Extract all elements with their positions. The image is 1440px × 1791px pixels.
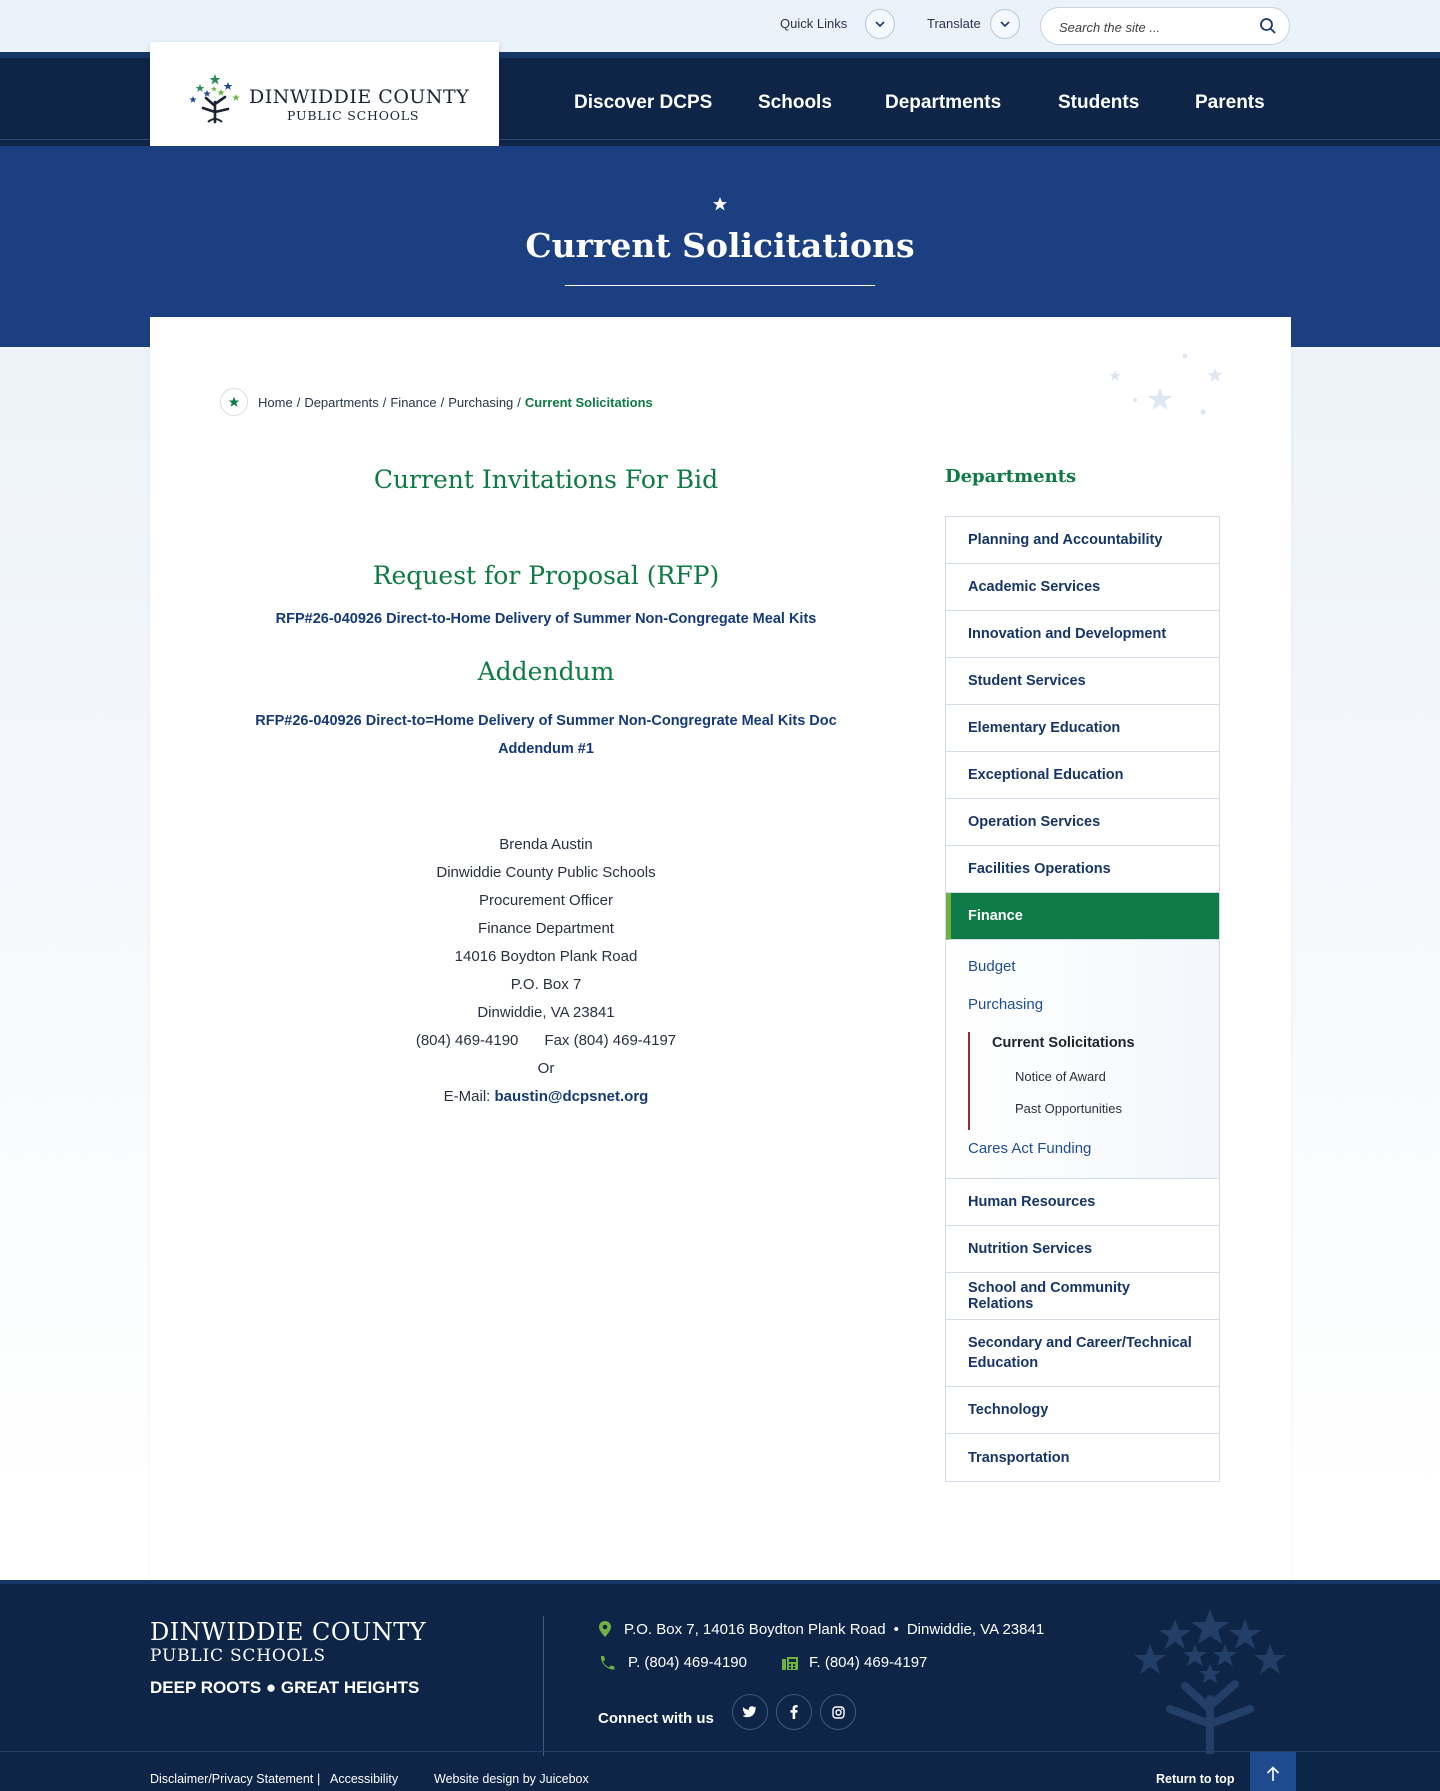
return-to-top-button[interactable] (1250, 1752, 1296, 1791)
breadcrumb-departments[interactable]: Departments (304, 394, 379, 410)
breadcrumb-current: Current Solicitations (524, 394, 653, 410)
contact-city: Dinwiddie, VA 23841 (477, 1004, 615, 1021)
translate-label[interactable]: Translate (927, 16, 981, 31)
footer-logo-line2: PUBLIC SCHOOLS (150, 1646, 326, 1666)
breadcrumb-separator: / (517, 394, 521, 410)
search-box (1040, 7, 1290, 45)
contact-phone: (804) 469-4190 (415, 1032, 519, 1049)
sidebar-item-innovation[interactable]: Innovation and Development (946, 611, 1219, 658)
footer-city: Dinwiddie, VA 23841 (906, 1620, 1045, 1638)
rfp-document-link[interactable]: RFP#26-040926 Direct-to-Home Delivery of Summer Non-Congregate Meal Kits (275, 611, 817, 627)
sidebar-item-transportation[interactable]: Transportation (968, 1449, 1070, 1466)
map-pin-icon (598, 1620, 612, 1638)
sidebar-item-finance[interactable]: Finance (946, 893, 1219, 940)
contact-org: Dinwiddie County Public Schools (436, 864, 656, 881)
tree-logo-icon (188, 72, 242, 124)
sidebar-item-academic[interactable]: Academic Services (946, 564, 1219, 611)
footer-link-separator: | (317, 1772, 321, 1786)
submenu-current-solicitations[interactable]: Current Solicitations (992, 1035, 1135, 1051)
contact-po-box: P.O. Box 7 (510, 976, 582, 993)
sidebar-item-community-relations[interactable]: School and Community Relations (946, 1273, 1219, 1320)
site-footer (0, 1580, 1440, 1791)
nav-students[interactable]: Students (1058, 92, 1140, 113)
title-underline (565, 285, 875, 286)
submenu-budget[interactable]: Budget (968, 958, 1016, 975)
sidebar-item-exceptional[interactable]: Exceptional Education (946, 752, 1219, 799)
footer-phone-row (598, 1654, 927, 1671)
footer-tagline: DEEP ROOTS ● GREAT HEIGHTS (150, 1678, 420, 1697)
page-title: Current Solicitations (525, 226, 915, 265)
footer-address-row (598, 1620, 1044, 1638)
disclaimer-link[interactable]: Disclaimer/Privacy Statement (150, 1772, 314, 1786)
fax-icon (781, 1655, 799, 1671)
breadcrumb-separator: / (382, 394, 387, 410)
contact-name: Brenda Austin (499, 836, 593, 853)
sidebar-item-planning[interactable]: Planning and Accountability (946, 517, 1219, 564)
purchasing-submenu (968, 1032, 1219, 1130)
instagram-icon[interactable] (820, 1694, 856, 1730)
search-icon[interactable] (1259, 17, 1277, 35)
nav-departments[interactable]: Departments (885, 92, 1002, 113)
site-logo[interactable] (150, 42, 499, 157)
breadcrumb-separator: / (296, 394, 301, 410)
connect-with-us-label: Connect with us (598, 1710, 714, 1727)
arrow-up-icon (1266, 1766, 1280, 1782)
heading-rfp: Request for Proposal (RFP) (372, 561, 720, 590)
nav-discover-dcps[interactable]: Discover DCPS (574, 92, 713, 113)
breadcrumb-separator: / (440, 394, 445, 410)
contact-title: Procurement Officer (479, 892, 613, 909)
breadcrumb-purchasing[interactable]: Purchasing (448, 394, 514, 410)
twitter-icon[interactable] (732, 1694, 768, 1730)
contact-dept: Finance Department (478, 920, 614, 937)
sidebar-item-technology[interactable]: Technology (946, 1387, 1219, 1434)
footer-tree-watermark-icon (1125, 1604, 1295, 1754)
footer-address: P.O. Box 7, 14016 Boydton Plank Road (624, 1620, 886, 1638)
quick-links-label[interactable]: Quick Links (780, 16, 848, 31)
breadcrumb-finance[interactable]: Finance (390, 394, 437, 410)
accessibility-link[interactable]: Accessibility (330, 1772, 399, 1786)
contact-or: Or (537, 1060, 555, 1077)
return-to-top-label[interactable]: Return to top (1156, 1772, 1235, 1786)
finance-submenu (946, 940, 1219, 1179)
decorative-stars-icon (1095, 350, 1230, 430)
footer-fax: F. (804) 469-4197 (808, 1654, 928, 1671)
search-input[interactable] (1059, 17, 1249, 37)
breadcrumb (220, 388, 653, 416)
nav-schools[interactable]: Schools (758, 92, 832, 113)
contact-fax: Fax (804) 469-4197 (544, 1032, 677, 1049)
contact-phone-row (220, 1027, 872, 1055)
sidebar-title: Departments (945, 466, 1077, 487)
footer-divider (543, 1616, 544, 1756)
contact-street: 14016 Boydton Plank Road (454, 948, 638, 965)
footer-logo-line1: DINWIDDIE COUNTY (150, 1618, 427, 1646)
sidebar-item-human-resources[interactable]: Human Resources (946, 1179, 1219, 1226)
sidebar-item-student-services[interactable]: Student Services (946, 658, 1219, 705)
submenu-purchasing[interactable]: Purchasing (968, 996, 1044, 1013)
sidebar-item-facilities[interactable]: Facilities Operations (946, 846, 1219, 893)
submenu-past-opportunities[interactable]: Past Opportunities (1015, 1101, 1122, 1116)
footer-phone[interactable]: P. (804) 469-4190 (628, 1654, 747, 1671)
contact-block (220, 831, 872, 1111)
nav-parents[interactable]: Parents (1195, 92, 1265, 113)
breadcrumb-home[interactable]: Home (258, 394, 293, 410)
sidebar-item-nutrition[interactable]: Nutrition Services (946, 1226, 1219, 1273)
heading-invitations-for-bid: Current Invitations For Bid (373, 465, 719, 494)
star-icon (712, 196, 728, 212)
sidebar-item-operation[interactable]: Operation Services (946, 799, 1219, 846)
sidebar-nav (945, 516, 1220, 1482)
submenu-cares-act[interactable]: Cares Act Funding (968, 1140, 1092, 1157)
contact-email-link[interactable]: baustin@dcpsnet.org (494, 1088, 649, 1105)
sidebar-item-elementary[interactable]: Elementary Education (946, 705, 1219, 752)
phone-icon (598, 1655, 616, 1671)
heading-addendum: Addendum (477, 657, 615, 686)
sidebar-item-secondary-career[interactable]: Secondary and Career/Technical Education (946, 1320, 1219, 1387)
logo-text-line1: DINWIDDIE COUNTY (249, 86, 470, 108)
website-design-link[interactable]: Website design by Juicebox (434, 1772, 589, 1786)
facebook-icon[interactable] (776, 1694, 812, 1730)
quick-links-chevron-down-icon[interactable] (865, 9, 895, 39)
translate-chevron-down-icon[interactable] (990, 9, 1020, 39)
contact-email-label: E-Mail: (443, 1088, 491, 1105)
contact-email-row (220, 1083, 872, 1111)
logo-text-line2: PUBLIC SCHOOLS (287, 108, 420, 123)
footer-bottom-bar (0, 1751, 1440, 1791)
submenu-notice-of-award[interactable]: Notice of Award (1015, 1069, 1106, 1084)
footer-bullet: • (893, 1620, 899, 1638)
breadcrumb-star-icon (220, 388, 248, 416)
addendum-document-link[interactable]: RFP#26-040926 Direct-to=Home Delivery of Summer Non-Congregrate Meal Kits Doc Addendum #1 (255, 713, 837, 757)
